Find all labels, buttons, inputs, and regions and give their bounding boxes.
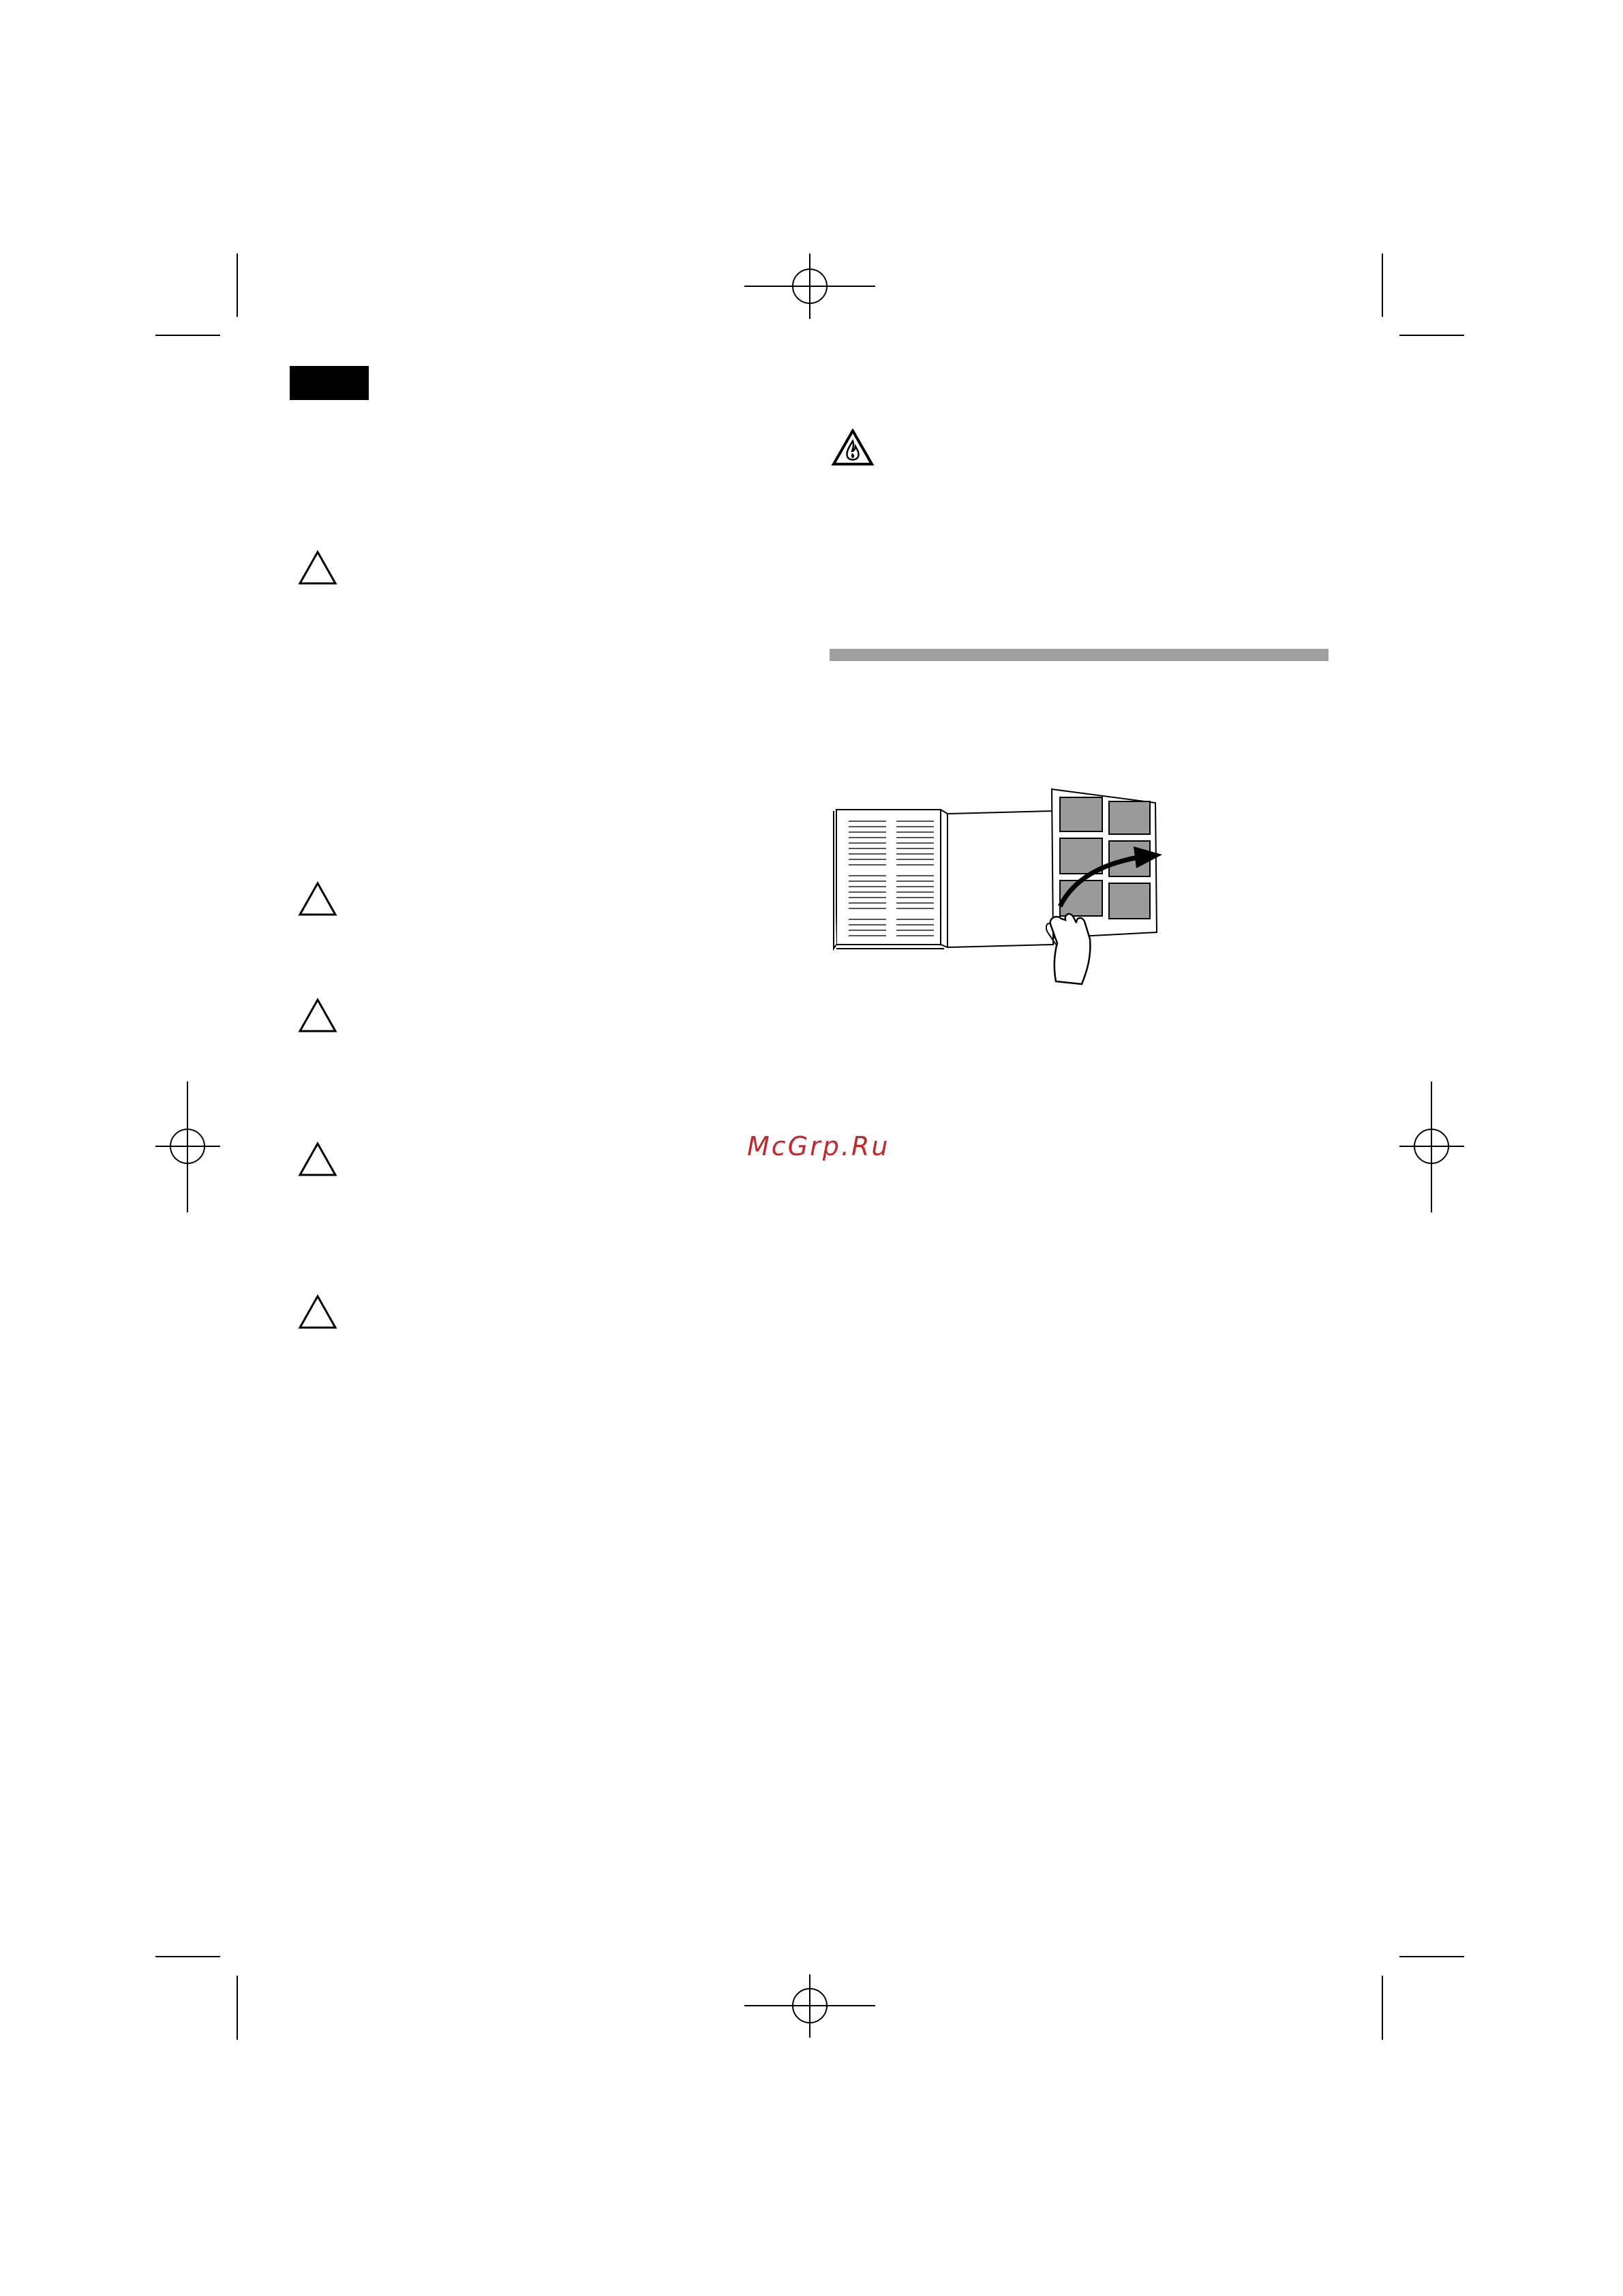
watermark: McGrp.Ru [747,1131,890,1161]
section-divider-bar [830,649,1329,661]
fire-hazard-icon [831,429,875,467]
warning-triangle-icon [297,881,338,917]
warning-triangle-icon [297,1141,338,1178]
warning-triangle-icon [297,1294,338,1330]
warning-triangle-icon [297,997,338,1034]
warning-triangle-icon [297,549,338,586]
language-tab [290,366,369,400]
hand-folding-out-manual-page-icon [828,777,1210,995]
